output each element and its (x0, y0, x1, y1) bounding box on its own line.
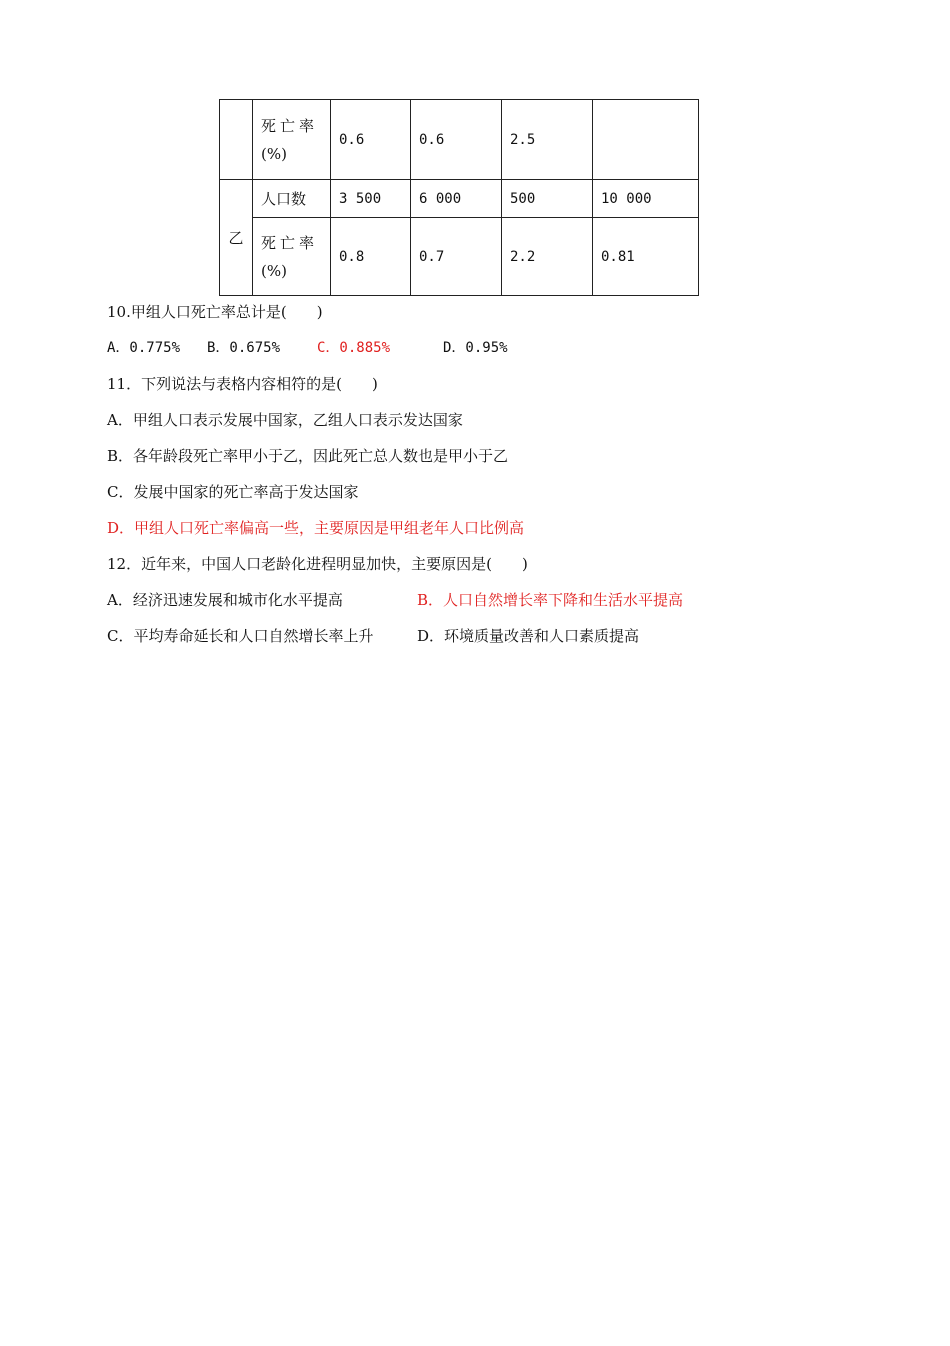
table-cell: 2.2 (502, 218, 593, 296)
row-label: 人口数 (253, 180, 331, 218)
q11-option-a: A．甲组人口表示发展中国家，乙组人口表示发达国家 (107, 411, 463, 429)
table-cell: 10 000 (593, 180, 699, 218)
row-label-line1: 死亡率 (261, 116, 319, 135)
row-label (253, 100, 331, 180)
q12-option-a: A．经济迅速发展和城市化水平提高 (107, 591, 343, 609)
group-cell: 乙 (220, 180, 253, 296)
table-cell: 0.6 (411, 100, 502, 180)
q10-option-d: D．0.95% (443, 340, 508, 356)
q12-option-b: B．人口自然增长率下降和生活水平提高 (417, 591, 684, 609)
row-label-line1: 死亡率 (261, 233, 319, 252)
table-cell: 3 500 (331, 180, 411, 218)
q10-option-b: B．0.675% (207, 340, 281, 356)
q12-options-cd (107, 624, 683, 660)
q10-option-c: C．0.885% (317, 340, 391, 356)
q11-stem: 11．下列说法与表格内容相符的是( ) (107, 375, 378, 393)
table-cell: 500 (502, 180, 593, 218)
table-cell: 6 000 (411, 180, 502, 218)
table-cell: 0.6 (331, 100, 411, 180)
table-row (220, 180, 699, 218)
q11-option-b: B．各年龄段死亡率甲小于乙，因此死亡总人数也是甲小于乙 (107, 447, 509, 465)
q12-options-ab (107, 588, 683, 624)
q11-option-d: D．甲组人口死亡率偏高一些，主要原因是甲组老年人口比例高 (107, 519, 525, 537)
q12-option-c: C．平均寿命延长和人口自然增长率上升 (107, 627, 374, 645)
row-label-line2: (%) (261, 261, 287, 280)
population-table (219, 99, 699, 296)
q12-option-d: D．环境质量改善和人口素质提高 (417, 627, 640, 645)
table-cell (593, 100, 699, 180)
table-cell: 2.5 (502, 100, 593, 180)
q10-stem: 10.甲组人口死亡率总计是( ) (107, 303, 323, 321)
group-cell (220, 100, 253, 180)
q12-stem: 12．近年来，中国人口老龄化进程明显加快，主要原因是( ) (107, 555, 528, 573)
table-cell: 0.8 (331, 218, 411, 296)
row-label (253, 218, 331, 296)
table-row (220, 100, 699, 180)
q10-option-a: A．0.775% (107, 340, 181, 356)
q10-options (107, 336, 683, 372)
row-label-line2: (%) (261, 144, 287, 163)
questions (107, 300, 683, 660)
table-row (220, 218, 699, 296)
table-cell: 0.7 (411, 218, 502, 296)
q11-option-c: C．发展中国家的死亡率高于发达国家 (107, 483, 359, 501)
table-cell: 0.81 (593, 218, 699, 296)
